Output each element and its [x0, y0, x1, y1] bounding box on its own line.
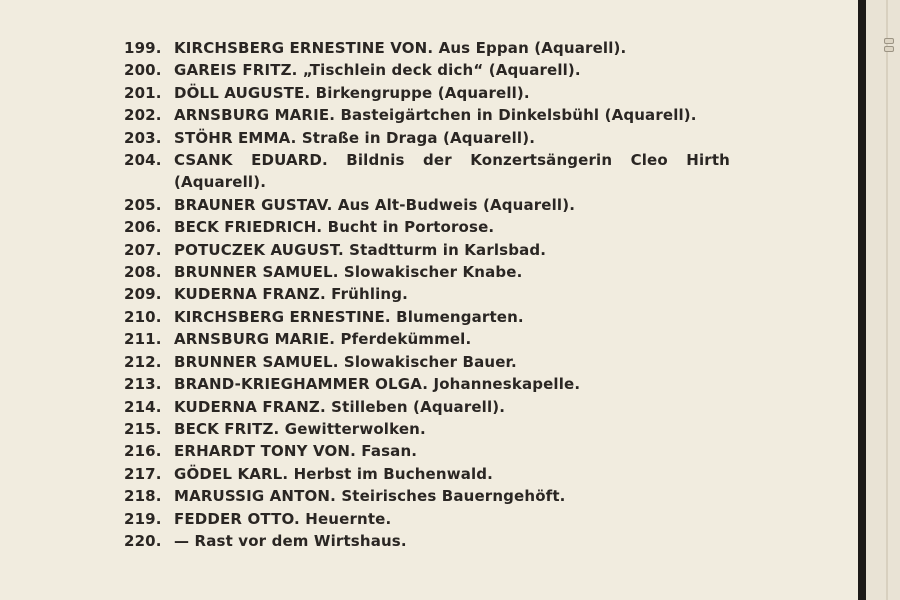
catalog-entry — [124, 239, 730, 261]
catalog-entry — [124, 463, 730, 485]
entry-text: ARNSBURG MARIE. Basteigärtchen in Dinkelsbühl (Aquarell). — [174, 106, 697, 125]
entry-number: 210. — [124, 307, 162, 326]
entry-text: CSANK EDUARD. Bildnis der Konzertsängerin Cleo Hirth (Aquarell). — [174, 151, 730, 192]
catalog-entry — [124, 82, 730, 104]
catalog-entry — [124, 485, 730, 507]
entry-text: POTUCZEK AUGUST. Stadtturm in Karlsbad. — [174, 240, 547, 259]
entry-text: BRUNNER SAMUEL. Slowakischer Knabe. — [174, 263, 523, 282]
entry-number: 217. — [124, 464, 162, 483]
entry-text: BRUNNER SAMUEL. Slowakischer Bauer. — [174, 352, 517, 371]
entry-text: KIRCHSBERG ERNESTINE. Blumengarten. — [174, 307, 524, 326]
catalog-entry — [124, 306, 730, 328]
entry-number: 205. — [124, 195, 162, 214]
entry-text: — Rast vor dem Wirtshaus. — [174, 531, 407, 550]
entry-number: 200. — [124, 61, 162, 80]
entry-text: BECK FRIEDRICH. Bucht in Portorose. — [174, 218, 495, 237]
catalog-entry — [124, 508, 730, 530]
adjacent-page-edge — [866, 0, 900, 600]
entry-text: FEDDER OTTO. Heuernte. — [174, 509, 392, 528]
entry-number: 218. — [124, 487, 162, 506]
entry-number: 214. — [124, 397, 162, 416]
entry-number: 213. — [124, 375, 162, 394]
catalog-entry — [124, 328, 730, 350]
entry-number: 209. — [124, 285, 162, 304]
catalog-entry — [124, 104, 730, 126]
entry-text: KUDERNA FRANZ. Frühling. — [174, 285, 408, 304]
entry-text: BECK FRITZ. Gewitterwolken. — [174, 419, 426, 438]
binding-stitch — [884, 38, 894, 44]
catalog-entry — [124, 216, 730, 238]
entry-text: DÖLL AUGUSTE. Birkengruppe (Aquarell). — [174, 83, 530, 102]
entry-number: 202. — [124, 106, 162, 125]
entry-text: MARUSSIG ANTON. Steirisches Bauerngehöft. — [174, 487, 566, 506]
catalog-entry — [124, 418, 730, 440]
catalog-entry — [124, 351, 730, 373]
entry-text: BRAUNER GUSTAV. Aus Alt-Budweis (Aquarell). — [174, 195, 576, 214]
catalog-entry — [124, 59, 730, 81]
catalog-entry — [124, 283, 730, 305]
entry-number: 204. — [124, 151, 162, 170]
entry-text: KUDERNA FRANZ. Stilleben (Aquarell). — [174, 397, 506, 416]
entry-number: 206. — [124, 218, 162, 237]
entry-text: ARNSBURG MARIE. Pferdekümmel. — [174, 330, 472, 349]
catalog-entry — [124, 373, 730, 395]
entry-number: 208. — [124, 263, 162, 282]
entry-number: 216. — [124, 442, 162, 461]
entry-text: ERHARDT TONY VON. Fasan. — [174, 442, 418, 461]
entry-number: 199. — [124, 39, 162, 57]
catalog-entry — [124, 440, 730, 462]
catalog-entry — [124, 127, 730, 149]
entry-number: 207. — [124, 240, 162, 259]
entry-text: GÖDEL KARL. Herbst im Buchenwald. — [174, 464, 494, 483]
page-edge-line — [886, 0, 888, 600]
catalog-entry — [124, 530, 730, 552]
catalog-entry — [124, 194, 730, 216]
entry-number: 219. — [124, 509, 162, 528]
entry-number: 201. — [124, 83, 162, 102]
catalog-entry — [124, 261, 730, 283]
catalog-entry — [124, 396, 730, 418]
entry-text: BRAND-KRIEGHAMMER OLGA. Johanneskapelle. — [174, 375, 581, 394]
page-border-rule — [858, 0, 866, 600]
entry-text: KIRCHSBERG ERNESTINE VON. Aus Eppan (Aquarell). — [174, 39, 627, 57]
entry-number: 212. — [124, 352, 162, 371]
entry-text: STÖHR EMMA. Straße in Draga (Aquarell). — [174, 128, 536, 147]
entry-number: 220. — [124, 531, 162, 550]
entry-text: GAREIS FRITZ. „Tischlein deck dich“ (Aquarell). — [174, 61, 581, 80]
entry-number: 203. — [124, 128, 162, 147]
catalog-entry — [124, 149, 730, 194]
binding-stitch — [884, 46, 894, 52]
entry-number: 211. — [124, 330, 162, 349]
artwork-list — [124, 37, 730, 552]
entry-number: 215. — [124, 419, 162, 438]
catalog-entry — [124, 37, 730, 59]
